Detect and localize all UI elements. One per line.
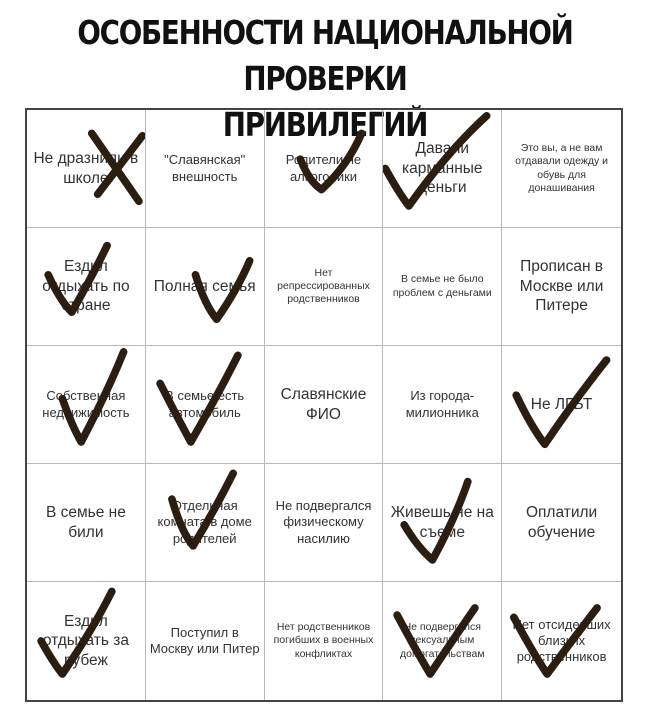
bingo-cell-9: [383, 228, 502, 346]
cell-label: Поступил в Москву или Питер: [149, 624, 260, 656]
bingo-cell-25: [502, 582, 621, 700]
bingo-cell-10: [502, 228, 621, 346]
cell-label: В семье не было проблем с деньгами: [392, 273, 492, 299]
bingo-cell-17: [146, 464, 265, 582]
bingo-cell-23: [265, 582, 384, 700]
title-line-1: ОСОБЕННОСТИ НАЦИОНАЛЬНОЙ ПРОВЕРКИ: [77, 13, 573, 98]
cell-label: Давали карманные деньги: [402, 140, 483, 197]
bingo-cell-6: [27, 228, 146, 346]
cell-label: В семье есть автомобиль: [165, 388, 245, 420]
bingo-cell-14: [383, 346, 502, 464]
bingo-cell-11: [27, 346, 146, 464]
cell-label: Нет репрессированных родственников: [277, 266, 370, 306]
title-line-2: ПРИВИЛЕГИЙ: [222, 105, 428, 144]
bingo-cell-4: [383, 110, 502, 228]
cell-label: Не ЛГБТ: [530, 395, 593, 413]
cell-label: Не подвергался физическому насилию: [275, 498, 372, 546]
bingo-cell-8: [265, 228, 384, 346]
cell-label: Славянские ФИО: [280, 386, 367, 423]
cell-label: Из города-милионника: [405, 388, 479, 420]
cell-label: Родители не алкоголики: [285, 152, 362, 184]
bingo-cell-18: [265, 464, 384, 582]
cell-label: Живешь не на съеме: [390, 504, 494, 541]
cell-label: Прописан в Москве или Питере: [519, 258, 604, 315]
cell-label: Отдельная комната в доме родителей: [157, 498, 252, 546]
cell-label: Собственная недвижимость: [42, 388, 130, 420]
bingo-cell-2: [146, 110, 265, 228]
bingo-cell-13: [265, 346, 384, 464]
cell-label: Не дразнили в школе: [33, 150, 139, 187]
bingo-cell-16: [27, 464, 146, 582]
cell-label: Ездил отдыхать за рубеж: [42, 612, 129, 669]
bingo-cell-12: [146, 346, 265, 464]
cell-label: "Славянская" внешность: [164, 152, 246, 184]
bingo-cell-19: [383, 464, 502, 582]
cell-label: Нет отсидевших близких родственников: [512, 616, 611, 665]
bingo-cell-21: [27, 582, 146, 700]
cell-label: Ездил отдыхать по стране: [42, 258, 130, 315]
bingo-cell-1: [27, 110, 146, 228]
cell-label: Это вы, а не вам отдавали одежду и обувь для донашивания: [515, 142, 609, 194]
cell-label: Нет родственников погибших в военных конфликтах: [273, 621, 374, 660]
bingo-cell-22: [146, 582, 265, 700]
bingo-cell-20: [502, 464, 621, 582]
bingo-cell-24: [383, 582, 502, 700]
cell-label: В семье не били: [45, 504, 126, 541]
bingo-cell-15: [502, 346, 621, 464]
cell-label: Полная семья: [153, 277, 256, 295]
bingo-cell-7: [146, 228, 265, 346]
bingo-grid: [25, 108, 623, 702]
cell-label: Оплатили обучение: [525, 504, 598, 541]
cell-label: Не подвергался сексуальным домогательствам: [399, 621, 485, 660]
bingo-cell-5: [502, 110, 621, 228]
bingo-cell-3: [265, 110, 384, 228]
